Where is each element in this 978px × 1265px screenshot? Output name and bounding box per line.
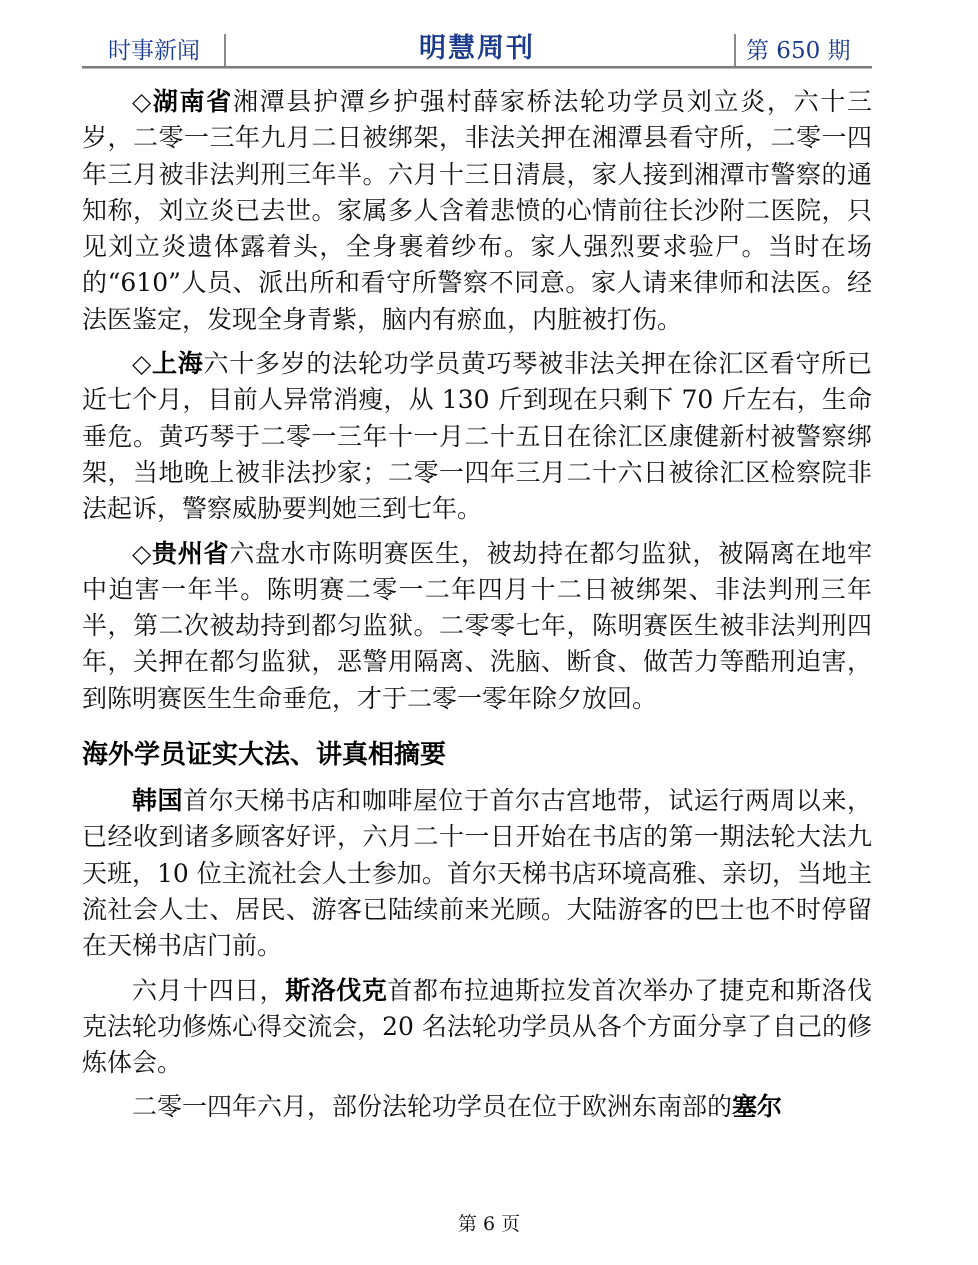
bullet-diamond: ◇ bbox=[132, 87, 153, 116]
article-body bbox=[82, 84, 872, 1134]
header-section-label: 时事新闻 bbox=[108, 38, 200, 64]
bullet-diamond: ◇ bbox=[132, 349, 152, 379]
header-issue-number: 第 650 期 bbox=[746, 38, 851, 64]
news-text: 湘潭县护潭乡护强村薛家桥法轮功学员刘立炎，六十三岁，二零一三年九月二日被绑架，非法关押在湘潭县看守所，二零一四年三月被非法判刑三年半。六月十三日清晨，家人接到湘潭市警察的通知称，刘立炎已去世。家属多人含着悲愤的心情前往长沙附二医院，只见刘立炎遗体露着头，全身裹着纱布。家人强烈要求验尸。当时在场的“610”人员、派出所和看守所警察不同意。家人请来律师和法医。经法医鉴定，发现全身青紫，脑内有瘀血，内脏被打伤。 bbox=[82, 87, 872, 334]
section-heading: 海外学员证实大法、讲真相摘要 bbox=[82, 740, 447, 771]
lead-text: 六月十四日， bbox=[132, 975, 286, 1005]
header-divider-right bbox=[734, 34, 736, 68]
overseas-item-slovakia bbox=[82, 973, 872, 1082]
overseas-item-serbia bbox=[82, 1089, 872, 1125]
news-item-shanghai bbox=[82, 346, 872, 527]
news-text: 首都布拉迪斯拉发首次举办了捷克和斯洛伐克法轮功修炼心得交流会，20 名法轮功学员从各个方面分享了自己的修炼体会。 bbox=[82, 975, 872, 1078]
news-text: 首尔天梯书店和咖啡屋位于首尔古宫地带，试运行两周以来，已经收到诸多顾客好评，六月二十一日开始在书店的第一期法轮大法九天班，10 位主流社会人士参加。首尔天梯书店环境高雅、亲切，当地主流社会人士、居民、游客已陆续前来光顾。大陆游客的巴士也不时停留在天梯书店门前。 bbox=[82, 786, 872, 961]
overseas-item-korea bbox=[82, 783, 872, 964]
location-keyword: 贵州省 bbox=[151, 538, 230, 568]
page-number: 第 6 页 bbox=[457, 1213, 521, 1235]
news-item-hunan bbox=[82, 84, 872, 338]
location-keyword: 塞尔 bbox=[732, 1092, 783, 1122]
header-rule bbox=[82, 66, 872, 69]
location-keyword: 湖南省 bbox=[152, 87, 234, 116]
bullet-diamond: ◇ bbox=[132, 538, 152, 568]
location-keyword: 斯洛伐克 bbox=[285, 975, 388, 1005]
lead-text: 二零一四年六月，部份法轮功学员在位于欧洲东南部的 bbox=[132, 1092, 733, 1122]
location-keyword: 上海 bbox=[151, 349, 204, 379]
news-text: 六盘水市陈明赛医生，被劫持在都匀监狱，被隔离在地牢中迫害一年半。陈明赛二零一二年四月十二日被绑架、非法判刑三年半，第二次被劫持到都匀监狱。二零零七年，陈明赛医生被非法判刑四年，关押在都匀监狱，恶警用隔离、洗脑、断食、做苦力等酷刑迫害，到陈明赛医生生命垂危，才于二零一零年除夕放回。 bbox=[82, 538, 872, 713]
news-item-guizhou bbox=[82, 536, 872, 717]
page-header bbox=[82, 22, 872, 68]
location-keyword: 韩国 bbox=[132, 786, 184, 816]
news-text: 六十多岁的法轮功学员黄巧琴被非法关押在徐汇区看守所已近七个月，目前人异常消瘦，从 130 斤到现在只剩下 70 斤左右，生命垂危。黄巧琴于二零一三年十一月二十五日在徐汇区康健新村被警察绑架，当地晚上被非法抄家；二零一四年三月二十六日被徐汇区检察院非法起诉，警察威胁要判她三到七年。 bbox=[82, 349, 872, 524]
header-publication-title: 明慧周刊 bbox=[419, 33, 535, 64]
